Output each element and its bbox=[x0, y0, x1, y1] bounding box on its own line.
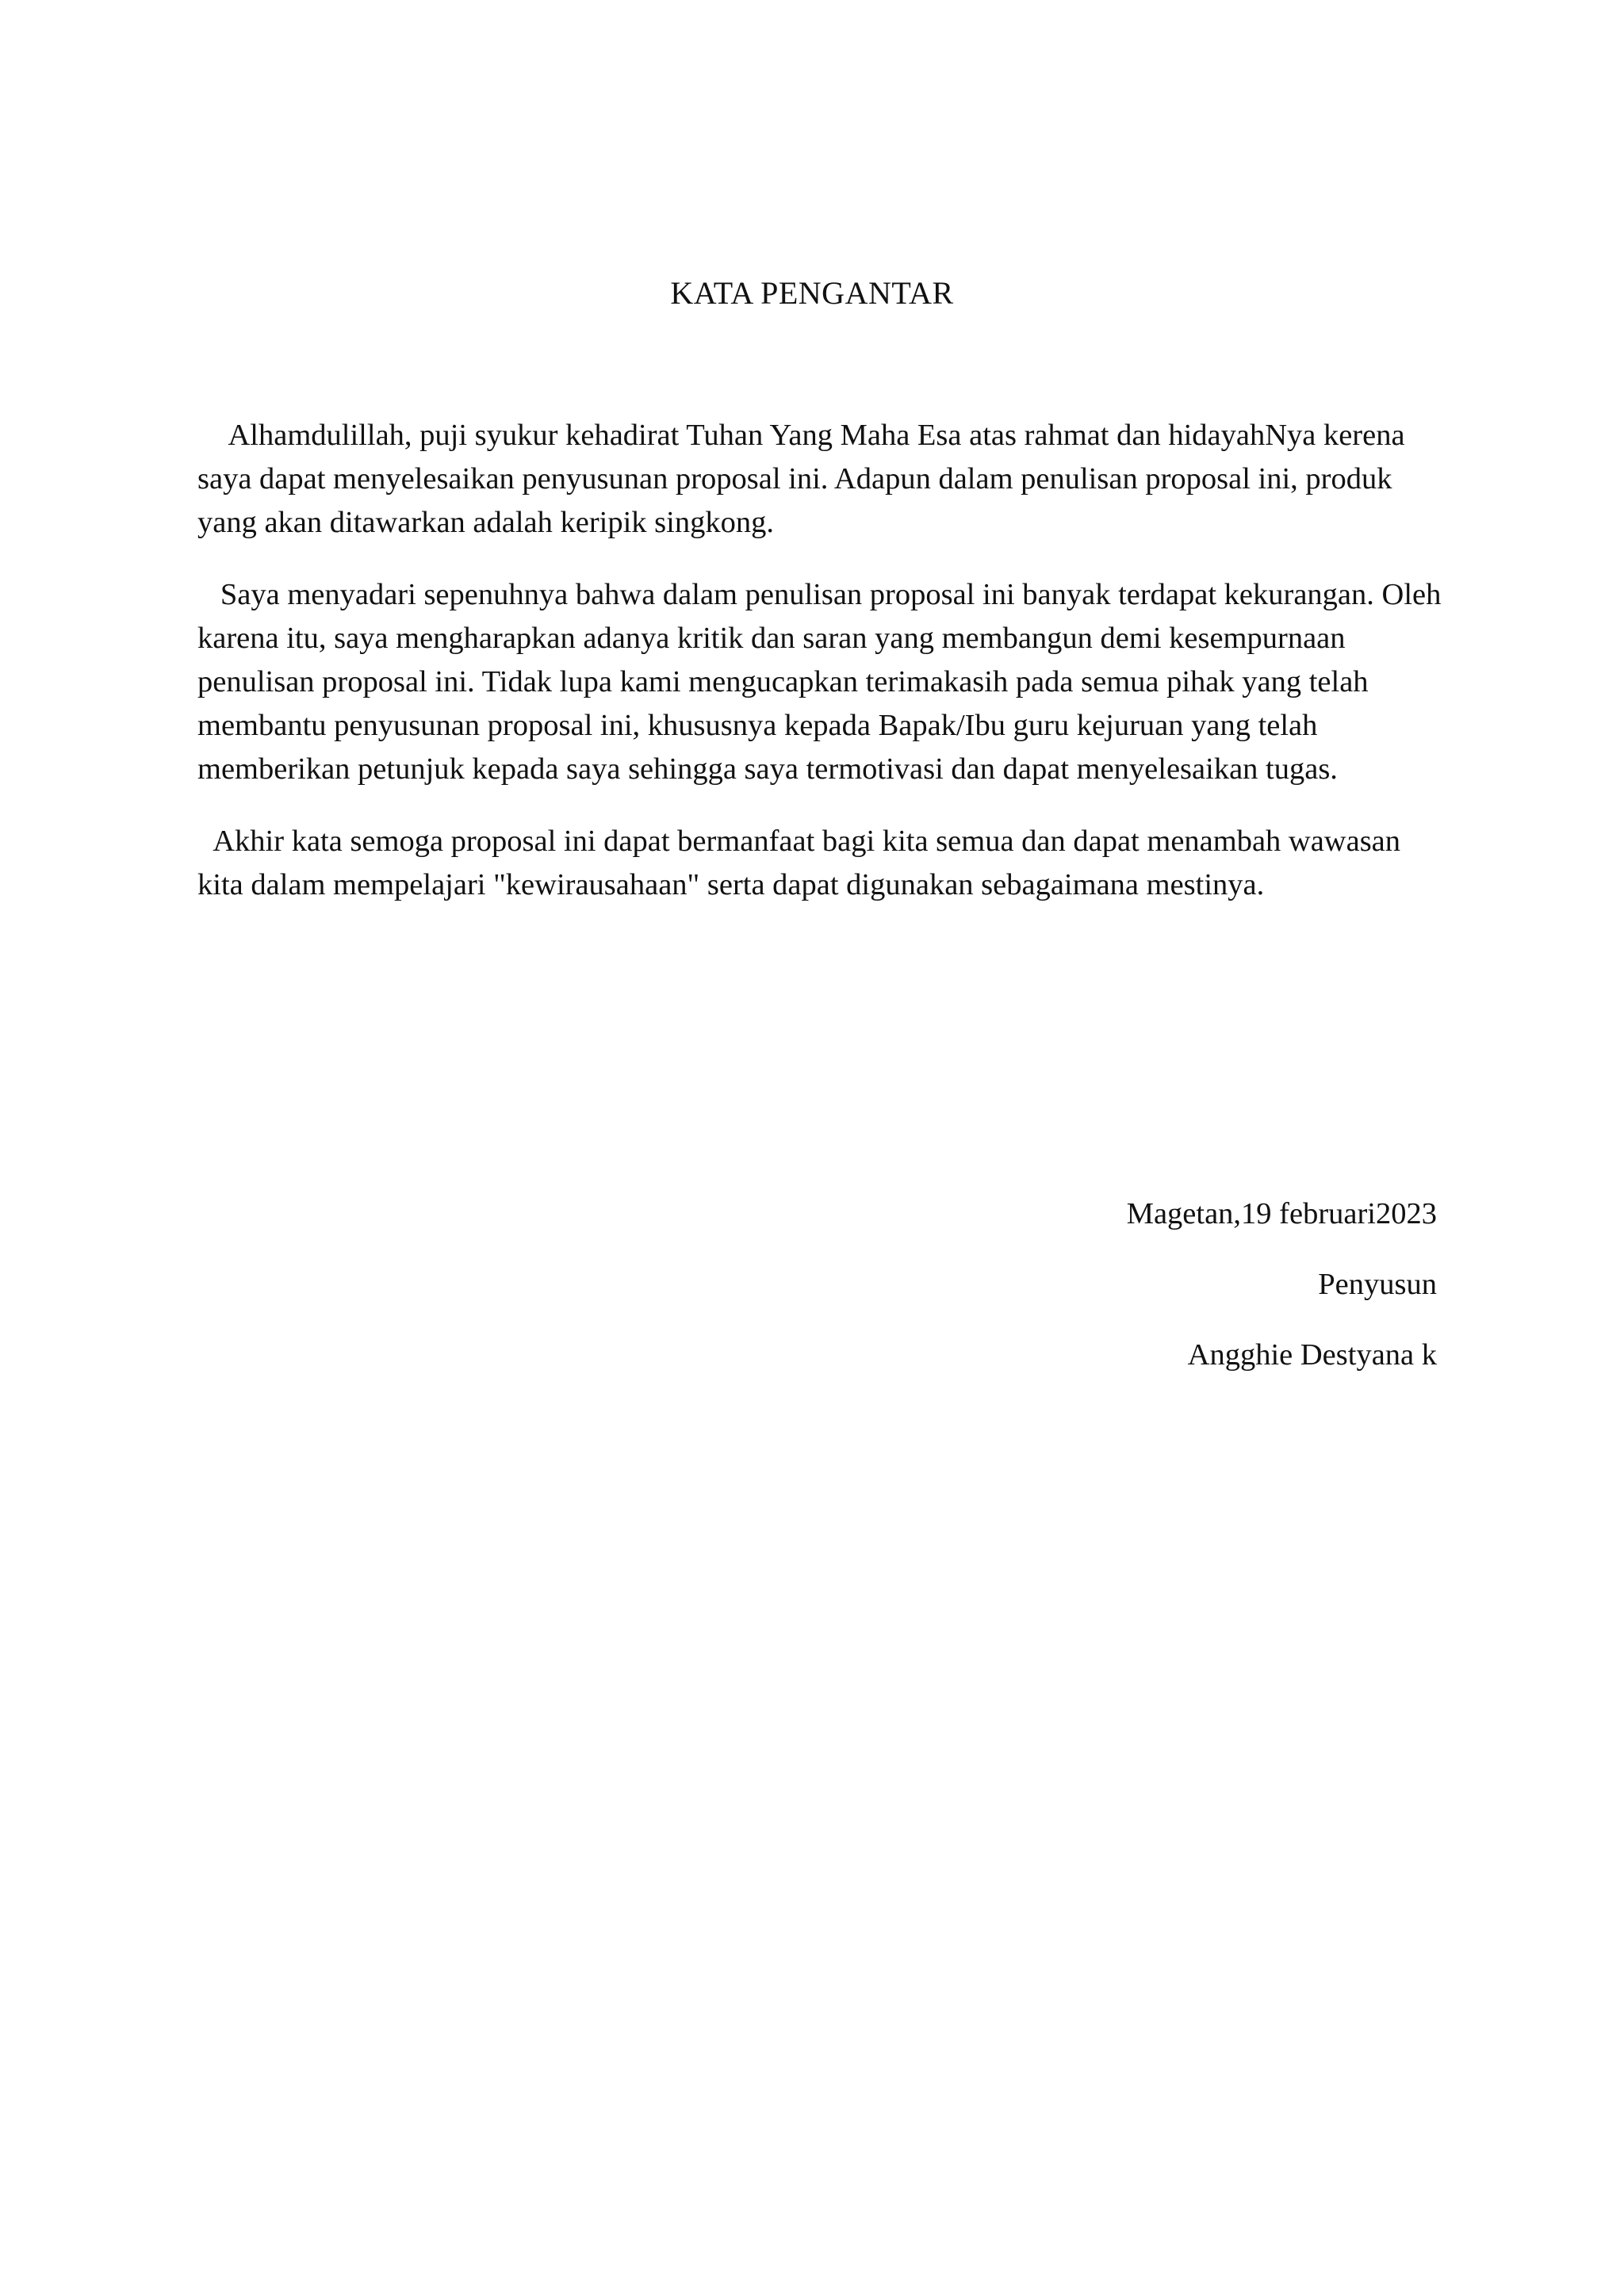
paragraph-intro: Alhamdulillah, puji syukur kehadirat Tuhan Yang Maha Esa atas rahmat dan hidayahNya kerena saya dapat menyelesaikan penyusunan proposal ini. Adapun dalam penulisan proposal ini, produk yang akan ditawarkan adalah keripik singkong. bbox=[197, 419, 1413, 539]
author-role: Penyusun bbox=[1318, 1268, 1437, 1301]
document-body bbox=[197, 414, 1450, 936]
page-title: KATA PENGANTAR bbox=[670, 275, 954, 311]
author-name: Angghie Destyana k bbox=[1187, 1338, 1437, 1372]
paragraph-closing: Akhir kata semoga proposal ini dapat bermanfaat bagi kita semua dan dapat menambah wawasan kita dalam mempelajari "kewirausahaan" serta dapat digunakan sebagaimana mestinya. bbox=[197, 825, 1408, 901]
paragraph-acknowledgement: Saya menyadari sepenuhnya bahwa dalam penulisan proposal ini banyak terdapat kekurangan. Oleh karena itu, saya mengharapkan adanya kritik dan saran yang membangun demi kesempurnaan penulisan proposal ini. Tidak lupa kami mengucapkan terimakasih pada semua pihak yang telah membantu penyusunan proposal ini, khususnya kepada Bapak/Ibu guru kejuruan yang telah memberikan petunjuk kepada saya sehingga saya termotivasi dan dapat menyelesaikan tugas. bbox=[197, 578, 1449, 786]
signature-block bbox=[1127, 1192, 1437, 1404]
place-date: Magetan,19 februari2023 bbox=[1126, 1197, 1437, 1230]
